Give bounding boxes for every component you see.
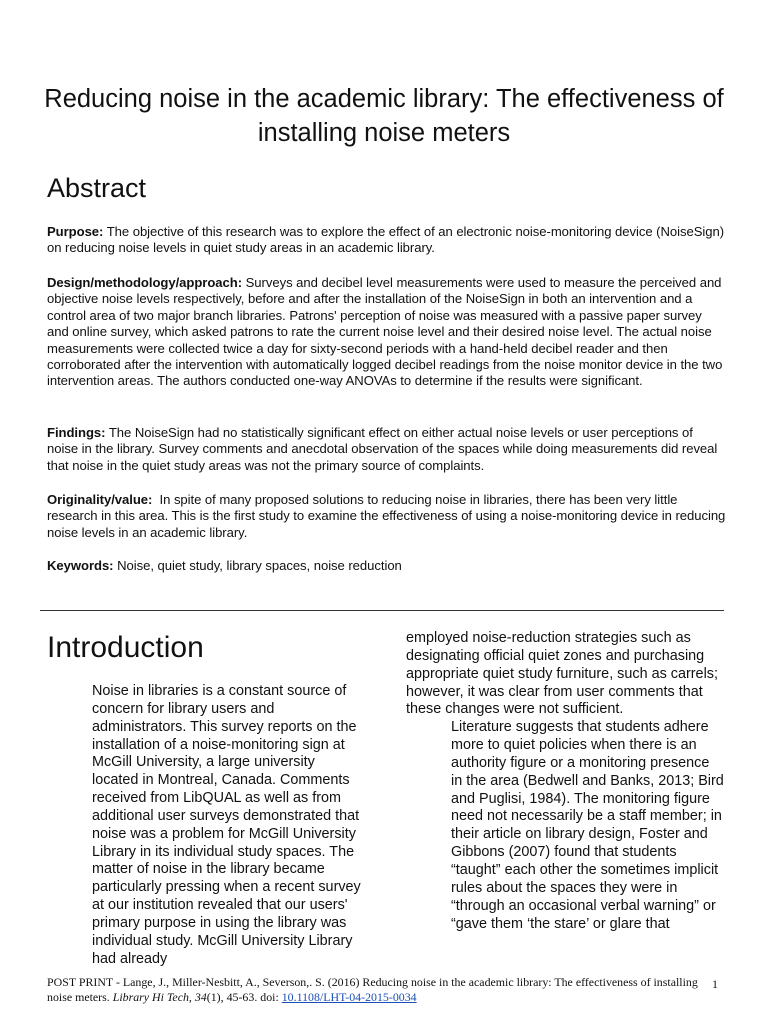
doi-link[interactable]: 10.1108/LHT-04-2015-0034 [281, 990, 417, 1005]
abstract-keywords [47, 558, 727, 574]
journal-name: Library Hi Tech, 34 [112, 990, 207, 1005]
design-label: Design/methodology/approach: [47, 275, 243, 290]
findings-text: The NoiseSign had no statistically significant effect on either actual noise levels or user perceptions of noise in the library. Survey comments and anecdotal observation of the spaces while doing measurements did reveal that noise in the quiet study areas was not the primary source of complaints. [47, 425, 718, 473]
abstract-originality [47, 492, 727, 541]
section-divider [40, 610, 724, 611]
keywords-text: Noise, quiet study, library spaces, noise reduction [117, 558, 402, 573]
purpose-text: The objective of this research was to explore the effect of an electronic noise-monitoring device (NoiseSign) on reducing noise levels in quiet study areas in an academic library. [47, 224, 725, 256]
paper-title: Reducing noise in the academic library: The effectiveness of installing noise meters [44, 85, 724, 147]
intro-paragraph-2: Literature suggests that students adhere more to quiet policies when there is an authority figure or a monitoring presence in the area (Bedwell and Banks, 2013; Bird and Puglisi, 1984). The monitoring figure need not necessarily be a staff member; in their article on library design, Foster and Gibbons (2007) found that students “taught” each other the sometimes implicit rules about the spaces they were in “through an occasional verbal warning” or “gave them ‘the stare’ or glare that [451, 719, 724, 932]
keywords-label: Keywords: [47, 558, 114, 573]
citation-text: POST PRINT - Lange, J., Miller-Nesbitt, A., Severson,. S. (2016) Reducing noise in the academic library: The effectiveness of installing noise meters. [47, 975, 698, 1005]
originality-text: In spite of many proposed solutions to reducing noise in libraries, there has been very little research in this area. This is the first study to examine the effectiveness of using a noise-monitoring device in reducing noise levels in an academic library. [47, 492, 726, 540]
abstract-design [47, 275, 727, 390]
page-number: 1 [712, 977, 718, 991]
findings-label: Findings: [47, 425, 106, 440]
intro-paragraph-1: Noise in libraries is a constant source of concern for library users and administrators. This survey reports on the installation of a noise-monitoring sign at McGill University, a large university located in Montreal, Canada. Comments received from LibQUAL as well as from additional user surveys demonstrated that noise was a problem for McGill University Library in its individual study spaces. The matter of noise in the library became particularly pressing when a recent survey at our institution revealed that our users' primary purpose in using the library was individual study. McGill University Library had already [92, 683, 361, 967]
abstract-heading: Abstract [47, 173, 147, 203]
purpose-label: Purpose: [47, 224, 104, 239]
introduction-heading: Introduction [47, 631, 204, 664]
citation-issue: (1), 45-63. doi: [206, 990, 282, 1005]
intro-paragraph-1-continued: employed noise-reduction strategies such as designating official quiet zones and purchasing appropriate quiet study furniture, such as carrels; however, it was clear from user comments that these changes were not sufficient. [406, 630, 718, 718]
intro-right-column [406, 630, 724, 933]
abstract-findings [47, 425, 727, 474]
citation-footer [47, 975, 719, 1006]
originality-label: Originality/value: [47, 492, 153, 507]
design-text: Surveys and decibel level measurements were used to measure the perceived and objective noise levels respectively, before and after the installation of the NoiseSign in both an intervention and a control area of two major branch libraries. Patrons' perception of noise was measured with a passive paper survey and online survey, which asked patrons to rate the current noise level and their desired noise level. The actual noise measurements were collected twice a day for sixty-second periods with a hand-held decibel reader and then corroborated after the intervention with automatically logged decibel readings from the noise monitor device in the two intervention areas. The authors conducted one-way ANOVAs to determine if the results were significant. [47, 275, 723, 389]
abstract-purpose [47, 224, 727, 257]
intro-left-column [47, 683, 363, 969]
